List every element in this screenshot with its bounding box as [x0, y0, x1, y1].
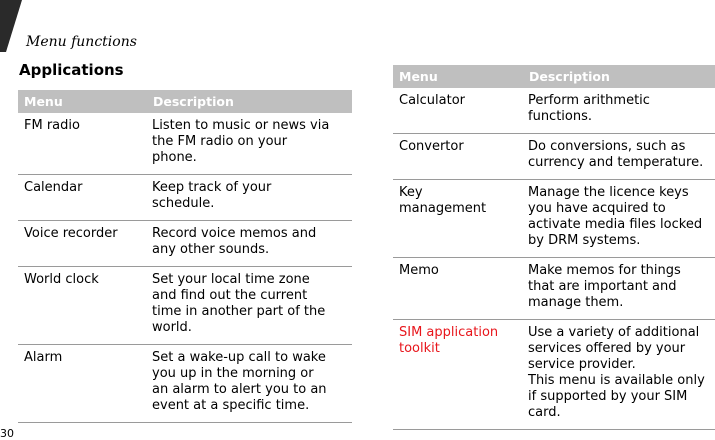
- description-cell: Keep track of your schedule.: [147, 175, 352, 221]
- sim-toolkit-link[interactable]: SIM application toolkit: [393, 320, 523, 430]
- description-cell: Make memos for things that are important and manage them.: [523, 258, 715, 320]
- applications-table-right: [393, 65, 715, 430]
- table-row: [393, 180, 715, 258]
- table-row: [18, 175, 352, 221]
- table-row: [393, 88, 715, 134]
- menu-cell: Convertor: [393, 134, 523, 180]
- table-row: [393, 134, 715, 180]
- menu-cell: Calculator: [393, 88, 523, 134]
- table-row: [393, 320, 715, 430]
- table-row: [18, 267, 352, 345]
- description-cell: Set your local time zone and find out the current time in another part of the world.: [147, 267, 352, 345]
- menu-cell: Voice recorder: [18, 221, 147, 267]
- description-cell: Use a variety of additional services offered by your service provider. This menu is available only if supported by your SIM card.: [523, 320, 715, 430]
- menu-column-header: Menu: [18, 90, 147, 113]
- menu-cell: Key management: [393, 180, 523, 258]
- menu-cell: World clock: [18, 267, 147, 345]
- description-cell: Set a wake-up call to wake you up in the morning or an alarm to alert you to an event at a specific time.: [147, 345, 352, 423]
- section-title: Applications: [19, 61, 124, 79]
- chapter-title: Menu functions: [26, 34, 137, 50]
- description-cell: Manage the licence keys you have acquired to activate media files locked by DRM systems.: [523, 180, 715, 258]
- menu-cell: FM radio: [18, 113, 147, 175]
- table-header-row: [393, 65, 715, 88]
- table-row: [18, 221, 352, 267]
- table-header-row: [18, 90, 352, 113]
- table-row: [18, 345, 352, 423]
- page-number: 30: [0, 427, 14, 440]
- menu-cell: Memo: [393, 258, 523, 320]
- menu-column-header: Menu: [393, 65, 523, 88]
- applications-table-left: [18, 90, 352, 423]
- description-cell: Listen to music or news via the FM radio on your phone.: [147, 113, 352, 175]
- description-column-header: Description: [147, 90, 352, 113]
- description-cell: Record voice memos and any other sounds.: [147, 221, 352, 267]
- description-cell: Do conversions, such as currency and temperature.: [523, 134, 715, 180]
- chapter-tab-shape: [0, 0, 22, 52]
- menu-cell: Alarm: [18, 345, 147, 423]
- description-column-header: Description: [523, 65, 715, 88]
- table-row: [393, 258, 715, 320]
- table-row: [18, 113, 352, 175]
- menu-cell: Calendar: [18, 175, 147, 221]
- description-cell: Perform arithmetic functions.: [523, 88, 715, 134]
